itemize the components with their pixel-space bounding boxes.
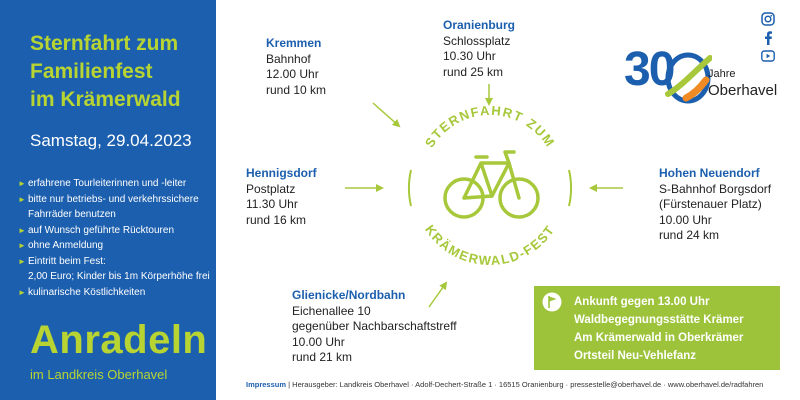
route-place: Hennigsdorf (246, 166, 317, 180)
emblem-top-text: STERNFAHRT ZUM (421, 102, 559, 151)
subheadline: im Landkreis Oberhavel (30, 367, 168, 382)
logo-name: Oberhavel (708, 82, 778, 99)
instagram-icon[interactable] (760, 12, 776, 29)
route-detail: rund 25 km (443, 64, 504, 79)
bullet-icon: ► (18, 287, 26, 297)
facebook-icon[interactable] (760, 31, 776, 48)
route-place: Glienicke/Nordbahn (292, 288, 406, 302)
route-detail: rund 10 km (266, 82, 327, 97)
bullet-icon: ► (18, 194, 26, 204)
feature-item: ► ohne Anmeldung (18, 238, 210, 254)
route-detail: rund 24 km (659, 228, 720, 242)
feature-item-continued: 2,00 Euro; Kinder bis 1m Körperhöhe frei (28, 271, 210, 282)
bullet-icon: ► (18, 241, 26, 250)
impressum (246, 380, 763, 389)
info-line: Waldbegegnungsstätte Krämer (574, 314, 744, 326)
feature-item: ► bitte nur betriebs- und verkehrssichere (18, 192, 210, 208)
route-detail: rund 21 km (292, 350, 353, 364)
youtube-icon[interactable] (760, 50, 776, 65)
route-detail: S-Bahnhof Borgsdorf (659, 181, 772, 196)
route-detail: Postplatz (246, 181, 296, 196)
event-date: Samstag, 29.04.2023 (30, 131, 192, 150)
logo-number: 30 (624, 43, 674, 96)
title-line-1: Sternfahrt zum (30, 32, 179, 55)
flag-icon (542, 292, 562, 312)
feature-item: ► erfahrene Tourleiterinnen und -leiter (18, 176, 210, 192)
route-place: Kremmen (266, 36, 322, 50)
arrow-glienicke (429, 283, 446, 307)
emblem (409, 103, 571, 268)
impressum-label: Impressum (246, 380, 287, 389)
route-detail: rund 16 km (246, 212, 307, 227)
route-detail: 12.00 Uhr (266, 67, 319, 81)
route-detail: 10.00 Uhr (659, 212, 712, 227)
bullet-icon: ► (18, 225, 26, 235)
route-place: Oranienburg (443, 18, 516, 32)
title-line-2: Familienfest (30, 60, 153, 83)
route-detail: Bahnhof (266, 51, 311, 66)
bicycle-icon (445, 152, 538, 217)
emblem-bottom-text: KRÄMERWALD-FEST (422, 221, 558, 269)
feature-item: ► kulinarische Köstlichkeiten (18, 285, 210, 301)
info-line: Ortsteil Neu-Vehlefanz (574, 350, 697, 362)
feature-item-continued: Fahrräder benutzen (28, 209, 116, 220)
arrival-info-box (534, 286, 780, 370)
info-line: Am Krämerwald in Oberkrämer (574, 332, 744, 344)
route-detail: Eichenallee 10 (292, 303, 371, 318)
route-detail: (Fürstenauer Platz) (659, 197, 762, 211)
feature-item: ► Eintritt beim Fest: (18, 254, 210, 270)
title-line-3: im Krämerwald (30, 88, 181, 111)
bullet-icon: ► (18, 179, 26, 188)
route-detail: gegenüber Nachbarschaftstreff (292, 319, 457, 333)
route-place: Hohen Neuendorf (659, 166, 760, 180)
impressum-text: | Herausgeber: Landkreis Oberhavel · Adolf-Dechert-Straße 1 · 16515 Oranienburg · pressestelle@oberhavel.de · www.oberhavel.de/radfahren (288, 380, 764, 389)
bullet-icon: ► (18, 256, 26, 266)
route-detail: 10.30 Uhr (443, 49, 496, 63)
headline: Anradeln (30, 318, 208, 362)
route-detail: Schlossplatz (443, 33, 511, 48)
logo-jahre: Jahre (708, 68, 736, 80)
route-detail: 10.00 Uhr (292, 334, 345, 349)
route-detail: 11.30 Uhr (246, 197, 298, 211)
arrow-kremmen (373, 103, 399, 126)
info-line: Ankunft gegen 13.00 Uhr (574, 296, 710, 308)
feature-item: ► auf Wunsch geführte Rücktouren (18, 223, 210, 239)
